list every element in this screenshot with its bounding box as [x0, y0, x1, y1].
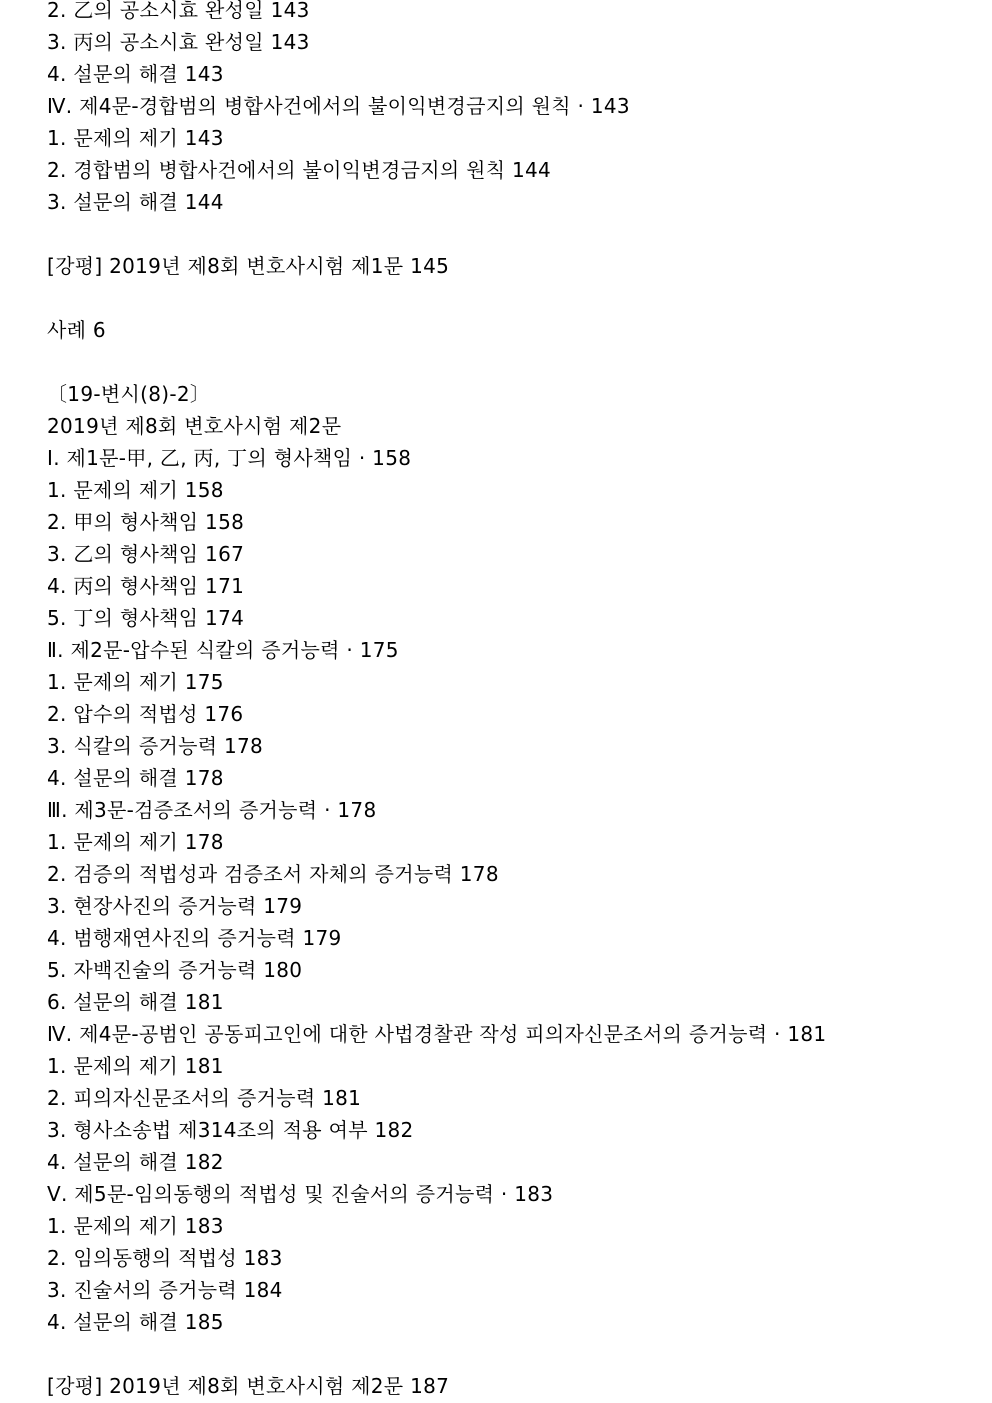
- toc-line: 2. 압수의 적법성 176: [47, 702, 244, 726]
- toc-line: 2. 경합범의 병합사건에서의 불이익변경금지의 원칙 144: [47, 158, 552, 182]
- toc-line: 4. 설문의 해결 182: [47, 1150, 224, 1174]
- section-heading: Ⅲ. 제3문-검증조서의 증거능력 ‧ 178: [47, 798, 377, 822]
- blank-line: [47, 218, 972, 250]
- toc-line: 1. 문제의 제기 158: [47, 478, 224, 502]
- toc-line: 6. 설문의 해결 181: [47, 990, 224, 1014]
- toc-line: 3. 설문의 해결 144: [47, 190, 224, 214]
- toc-line: 1. 문제의 제기 181: [47, 1054, 224, 1078]
- toc-line: 1. 문제의 제기 175: [47, 670, 224, 694]
- toc-line: 4. 범행재연사진의 증거능력 179: [47, 926, 342, 950]
- exam-title: 2019년 제8회 변호사시험 제2문: [47, 414, 342, 438]
- toc-line: 3. 형사소송법 제314조의 적용 여부 182: [47, 1118, 414, 1142]
- toc-line: 4. 설문의 해결 185: [47, 1310, 224, 1334]
- section-heading: Ⅳ. 제4문-공범인 공동피고인에 대한 사법경찰관 작성 피의자신문조서의 증거능력 ‧ 181: [47, 1022, 827, 1046]
- toc-line: 5. 자백진술의 증거능력 180: [47, 958, 303, 982]
- toc-line: 4. 설문의 해결 143: [47, 62, 224, 86]
- section-heading: Ⅱ. 제2문-압수된 식칼의 증거능력 ‧ 175: [47, 638, 399, 662]
- blank-line: [47, 1338, 972, 1370]
- toc-page: [47, 0, 972, 1402]
- toc-line: 3. 丙의 공소시효 완성일 143: [47, 30, 310, 54]
- toc-line: 2. 검증의 적법성과 검증조서 자체의 증거능력 178: [47, 862, 499, 886]
- toc-line: 4. 설문의 해결 178: [47, 766, 224, 790]
- section-heading: Ⅴ. 제5문-임의동행의 적법성 및 진술서의 증거능력 ‧ 183: [47, 1182, 554, 1206]
- review-heading: [강평] 2019년 제8회 변호사시험 제2문 187: [47, 1374, 450, 1398]
- toc-line: 1. 문제의 제기 183: [47, 1214, 224, 1238]
- section-heading: Ⅰ. 제1문-甲, 乙, 丙, 丁의 형사책임 ‧ 158: [47, 446, 412, 470]
- toc-line: 3. 식칼의 증거능력 178: [47, 734, 264, 758]
- toc-line: 2. 피의자신문조서의 증거능력 181: [47, 1086, 362, 1110]
- toc-line: 1. 문제의 제기 143: [47, 126, 224, 150]
- toc-line: 1. 문제의 제기 178: [47, 830, 224, 854]
- blank-line: [47, 282, 972, 314]
- case-code: 〔19-변시(8)-2〕: [47, 382, 211, 406]
- blank-line: [47, 346, 972, 378]
- case-heading: 사례 6: [47, 318, 106, 342]
- toc-line: 3. 현장사진의 증거능력 179: [47, 894, 303, 918]
- toc-line: 4. 丙의 형사책임 171: [47, 574, 245, 598]
- toc-line: 5. 丁의 형사책임 174: [47, 606, 245, 630]
- review-heading: [강평] 2019년 제8회 변호사시험 제1문 145: [47, 254, 450, 278]
- toc-line: 2. 乙의 공소시효 완성일 143: [47, 0, 310, 22]
- toc-line: 2. 임의동행의 적법성 183: [47, 1246, 283, 1270]
- toc-line: 3. 乙의 형사책임 167: [47, 542, 245, 566]
- toc-line: 3. 진술서의 증거능력 184: [47, 1278, 283, 1302]
- section-heading: Ⅳ. 제4문-경합범의 병합사건에서의 불이익변경금지의 원칙 ‧ 143: [47, 94, 630, 118]
- toc-line: 2. 甲의 형사책임 158: [47, 510, 245, 534]
